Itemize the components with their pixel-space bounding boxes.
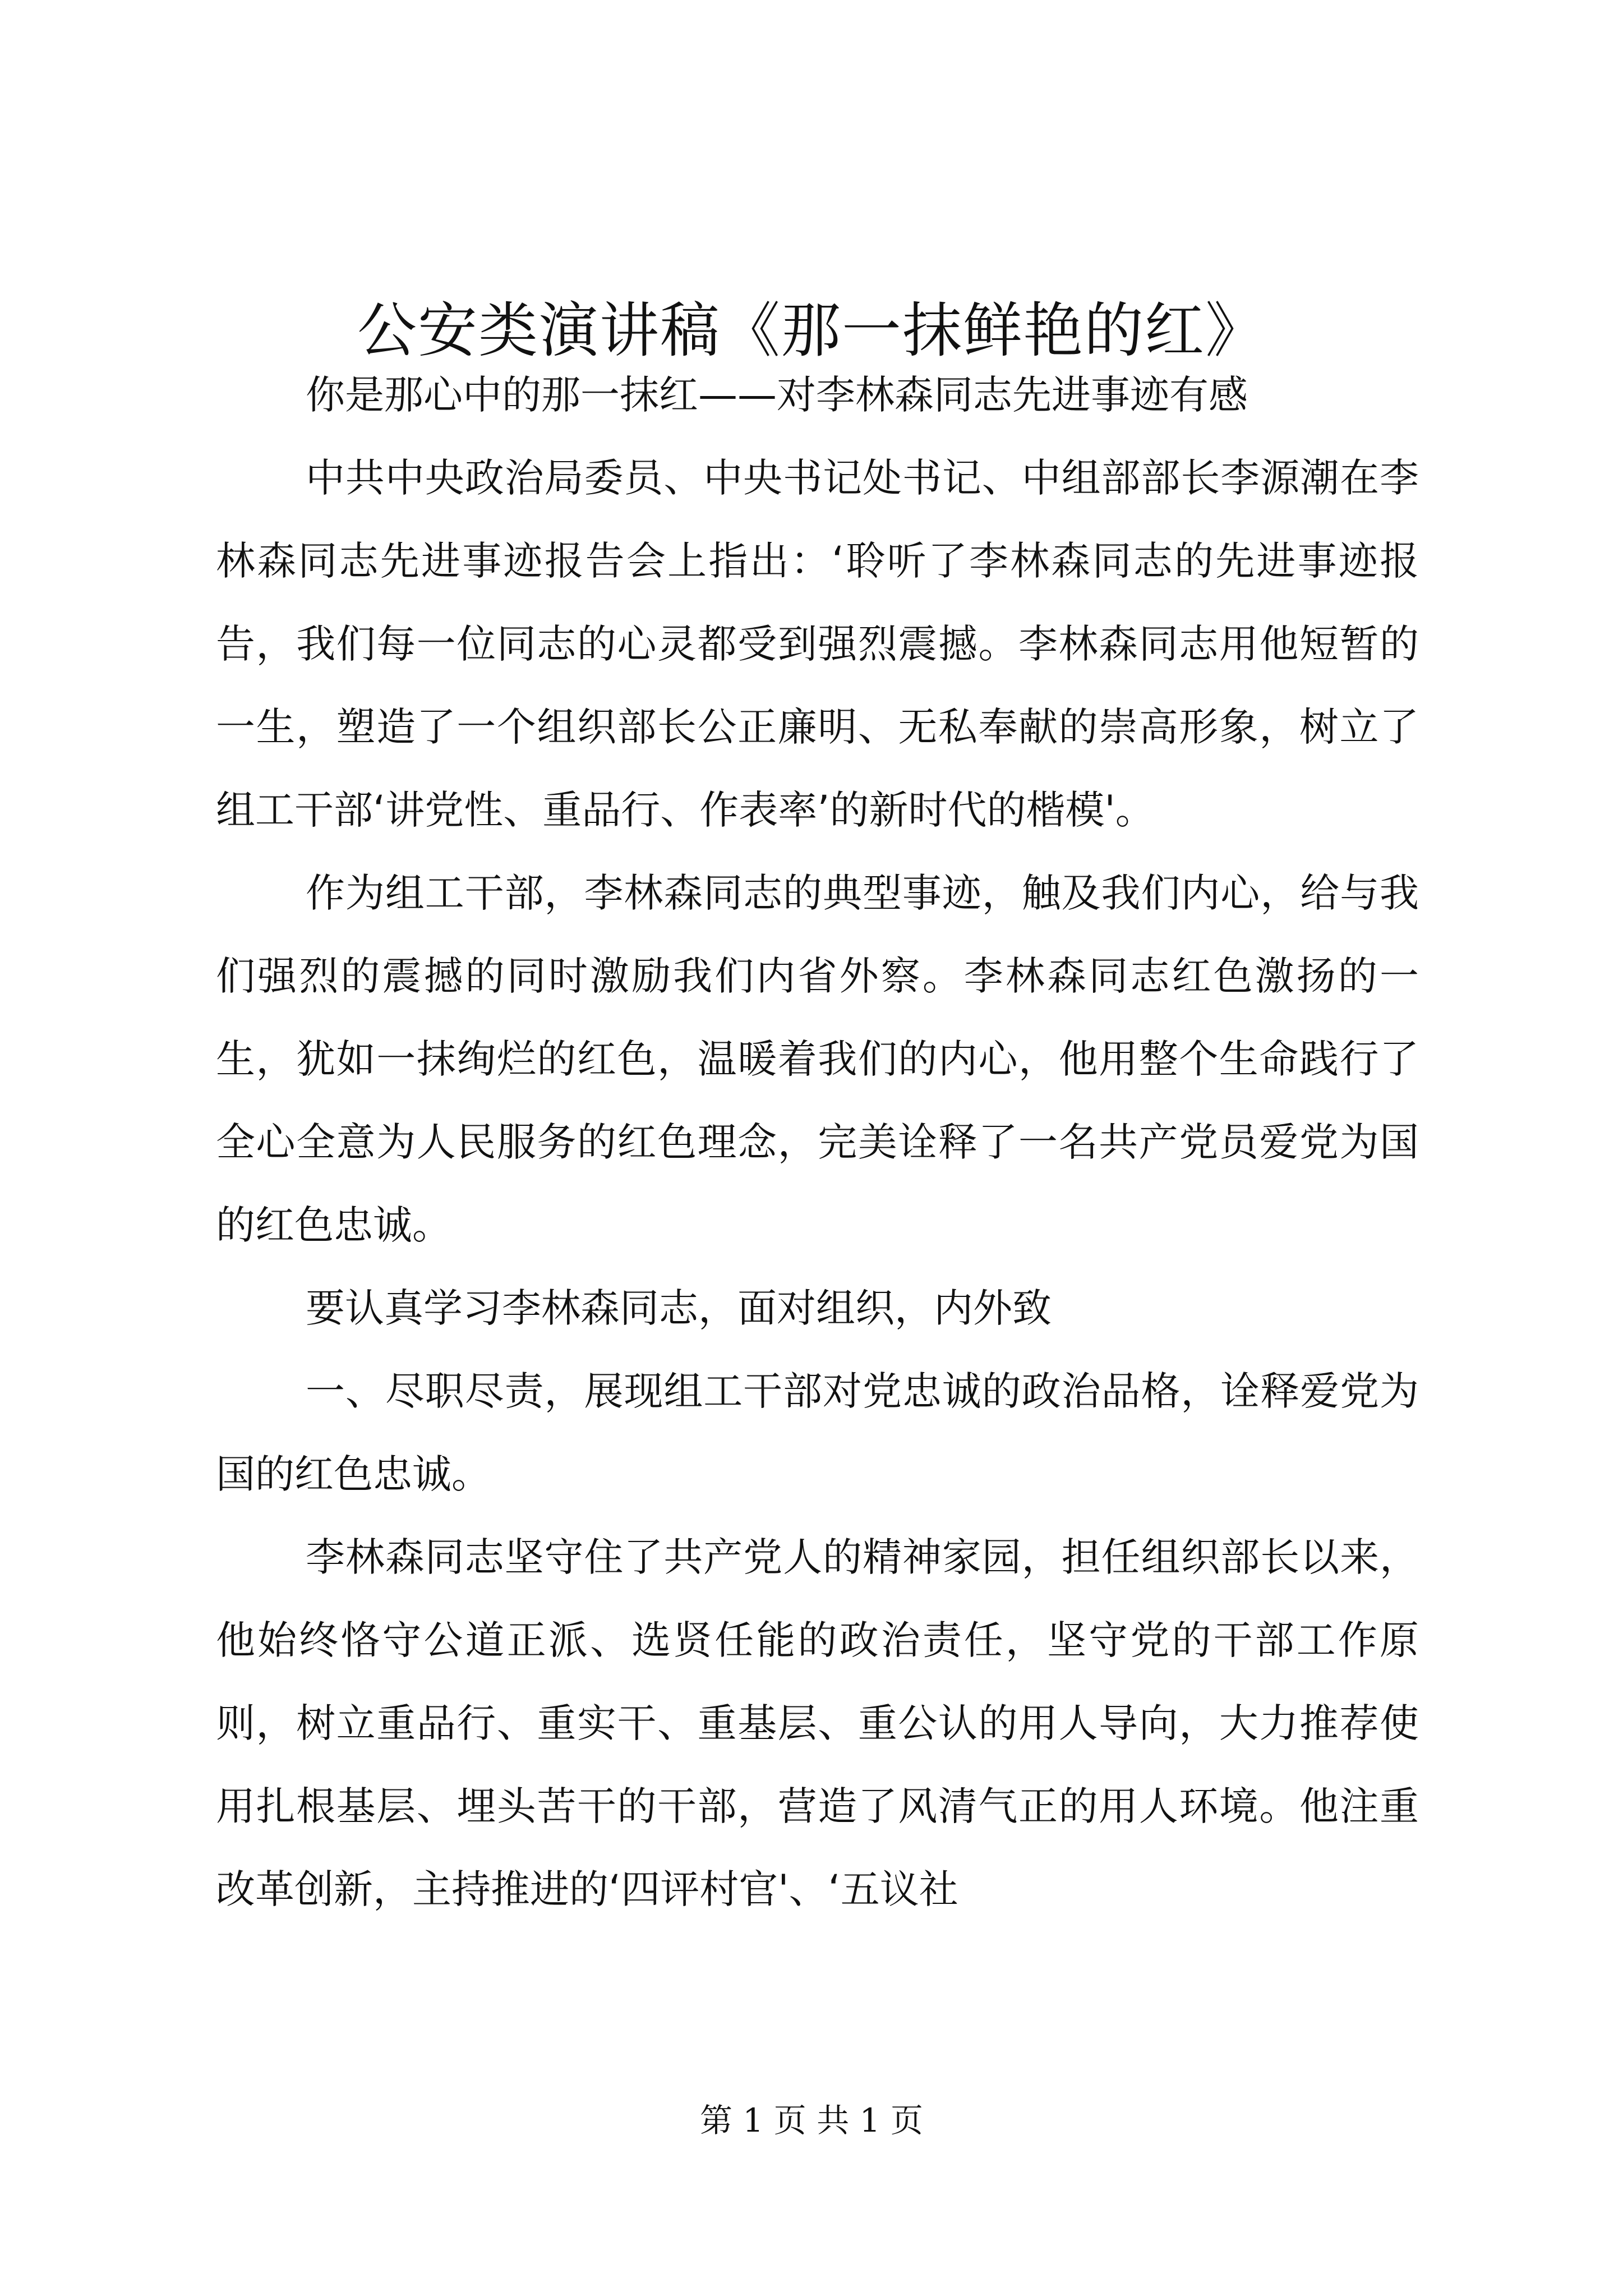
subtitle-paragraph: 你是那心中的那一抹红——对李林森同志先进事迹有感	[306, 372, 1248, 418]
body-paragraph: 李林森同志坚守住了共产党人的精神家园，担任组织部长以来，他始终恪守公道正派、选贤任能的政治责任，坚守党的干部工作原则，树立重品行、重实干、重基层、重公认的用人导向，大力推荐使用扎根基层、埋头苦干的干部，营造了风清气正的用人环境。他注重改革创新，主持推进的‘四评村官'、‘五议社	[216, 1534, 1419, 1912]
body-paragraph: 作为组工干部，李林森同志的典型事迹，触及我们内心，给与我们强烈的震撼的同时激励我们内省外察。李林森同志红色激扬的一生，犹如一抹绚烂的红色，温暖着我们的内心，他用整个生命践行了全心全意为人民服务的红色理念，完美诠释了一名共产党员爱党为国的红色忠诚。	[216, 870, 1419, 1248]
body-paragraph: 要认真学习李林森同志，面对组织，内外致	[306, 1285, 1052, 1331]
document-body	[216, 353, 1419, 1931]
document-title: 公安类演讲稿《那一抹鲜艳的红》	[357, 296, 1266, 365]
body-paragraph: 中共中央政治局委员、中央书记处书记、中组部部长李源潮在李林森同志先进事迹报告会上指出：‘聆听了李林森同志的先进事迹报告，我们每一位同志的心灵都受到强烈震撼。李林森同志用他短暂的一生，塑造了一个组织部长公正廉明、无私奉献的崇高形象，树立了组工干部‘讲党性、重品行、作表率’的新时代的楷模'。	[216, 455, 1419, 833]
page-footer: 第 1 页 共 1 页	[700, 2101, 923, 2139]
section-heading: 一、尽职尽责，展现组工干部对党忠诚的政治品格，诠释爱党为国的红色忠诚。	[216, 1368, 1419, 1497]
